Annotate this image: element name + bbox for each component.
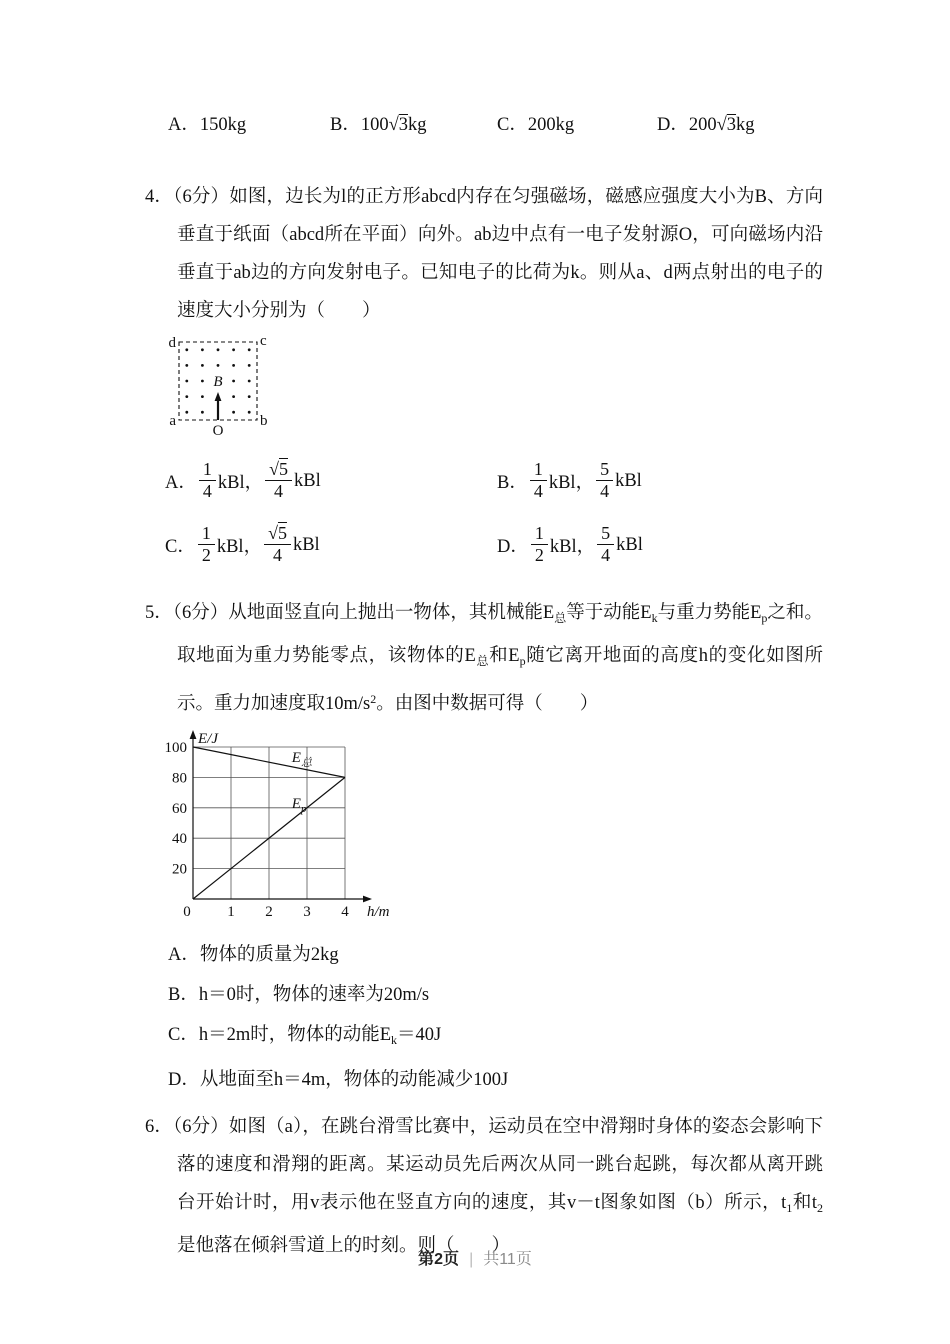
option-d bbox=[145, 1060, 823, 1100]
page-number: 第2页 bbox=[418, 1251, 460, 1268]
option-unit: kg bbox=[227, 115, 247, 135]
text-segment: 之和。取地面为重力势能零点，该物体的E bbox=[177, 603, 823, 666]
question-5-chart bbox=[145, 725, 823, 925]
option-label: B． bbox=[168, 985, 199, 1005]
sqrt-sign: √ bbox=[716, 115, 727, 135]
svg-text:60: 60 bbox=[172, 800, 187, 817]
superscript: 2 bbox=[370, 692, 377, 706]
option-unit: kg bbox=[555, 115, 575, 135]
option-value: 200 bbox=[527, 115, 556, 135]
question-score: （6分） bbox=[172, 603, 229, 623]
sqrt-radicand: 3 bbox=[398, 115, 408, 135]
q5-chart bbox=[145, 725, 395, 925]
text-segment: 和E bbox=[489, 646, 520, 666]
fraction-numerator: 1 bbox=[202, 459, 212, 480]
fraction-denominator: 4 bbox=[597, 544, 614, 565]
fraction bbox=[265, 459, 292, 500]
option-label: C． bbox=[165, 537, 196, 557]
text-segment: 。由图中数据可得（ ） bbox=[376, 694, 599, 714]
question-5-stem bbox=[145, 594, 823, 723]
option-label: D． bbox=[657, 115, 689, 135]
svg-text:80: 80 bbox=[172, 770, 187, 787]
corner-label-b: b bbox=[260, 413, 268, 429]
fraction bbox=[531, 523, 548, 564]
subscript: 总 bbox=[475, 654, 490, 668]
svg-text:h/m: h/m bbox=[367, 904, 390, 920]
option-mid: kBl， bbox=[216, 537, 263, 557]
option-d bbox=[657, 106, 755, 144]
question-text: 如图，边长为l的正方形abcd内存在匀强磁场，磁感应强度大小为B、方向垂直于纸面（abcd所在平面）向外。ab边中点有一电子发射源O，可向磁场内沿垂直于ab边的方向发射电子。已知电子的比荷为k。则从a、d两点射出的电子的速度大小分别为（ ） bbox=[177, 187, 823, 321]
svg-text:E/J: E/J bbox=[198, 731, 218, 747]
option-text: ＝40J bbox=[397, 1025, 442, 1045]
page-footer bbox=[0, 1246, 950, 1269]
option-c bbox=[145, 1015, 823, 1060]
options-row-2 bbox=[145, 518, 823, 572]
question-3-options bbox=[145, 106, 823, 144]
option-d bbox=[497, 524, 643, 565]
option-unit: kg bbox=[408, 115, 427, 135]
fraction bbox=[530, 459, 547, 500]
option-unit: kBl bbox=[615, 470, 642, 491]
option-label: A． bbox=[168, 945, 200, 965]
question-number: 4． bbox=[145, 187, 174, 207]
text-segment: 等于动能E bbox=[566, 603, 652, 623]
option-label: C． bbox=[168, 1025, 199, 1045]
fraction-denominator: 4 bbox=[530, 480, 547, 501]
fraction-numerator: 1 bbox=[201, 523, 211, 544]
option-a bbox=[168, 106, 330, 144]
option-unit: kBl bbox=[294, 470, 321, 491]
option-unit: kBl bbox=[292, 534, 320, 555]
fraction-numerator bbox=[265, 459, 292, 479]
option-label: A． bbox=[165, 473, 197, 493]
fraction-numerator: 5 bbox=[601, 523, 611, 544]
option-unit: kBl bbox=[616, 534, 643, 555]
option-unit: kg bbox=[736, 115, 755, 135]
svg-text:0: 0 bbox=[183, 904, 191, 920]
question-number: 5． bbox=[145, 603, 173, 623]
fraction-numerator: 1 bbox=[534, 523, 544, 544]
sqrt-sign: √ bbox=[268, 523, 278, 544]
option-mid: kBl， bbox=[217, 473, 264, 493]
option-value: 100 bbox=[360, 115, 389, 135]
subscript: 2 bbox=[817, 1201, 823, 1215]
option-text: 从地面至h＝4m，物体的动能减少100J bbox=[199, 1070, 509, 1090]
corner-label-d: d bbox=[168, 335, 176, 351]
question-4-options bbox=[145, 454, 823, 572]
option-mid: kBl， bbox=[548, 473, 595, 493]
svg-text:100: 100 bbox=[164, 740, 187, 756]
sqrt-radicand: 3 bbox=[726, 115, 737, 135]
svg-text:Ep: $E_p$ bbox=[291, 795, 307, 815]
question-score: （6分） bbox=[173, 187, 230, 207]
arrow-up-icon bbox=[215, 392, 222, 401]
sqrt-radicand: 5 bbox=[277, 523, 287, 544]
svg-text:20: 20 bbox=[172, 861, 187, 878]
corner-label-a: a bbox=[169, 413, 176, 429]
svg-text:E总: $E_总$ bbox=[291, 750, 312, 770]
option-label: C． bbox=[497, 115, 528, 135]
option-label: B． bbox=[330, 115, 361, 135]
option-b bbox=[330, 106, 497, 144]
fraction-denominator: 4 bbox=[264, 544, 291, 565]
subscript: k bbox=[651, 611, 658, 625]
page-content bbox=[145, 0, 823, 1265]
fraction-numerator: 5 bbox=[600, 459, 610, 480]
text-segment: 随它离开地面的高度h的变化如图所示。重力加速度取10m/s bbox=[177, 646, 823, 714]
text-segment: 与重力势能E bbox=[657, 603, 762, 623]
option-a bbox=[165, 460, 497, 501]
q4-figure-svg bbox=[165, 332, 285, 440]
fraction-denominator: 2 bbox=[531, 544, 548, 565]
sqrt-sign: √ bbox=[269, 459, 279, 480]
question-score: （6分） bbox=[172, 1117, 229, 1137]
fraction-denominator: 4 bbox=[596, 480, 613, 501]
option-b bbox=[497, 460, 642, 501]
option-value: 200 bbox=[688, 115, 717, 135]
fraction bbox=[264, 523, 291, 564]
option-c bbox=[165, 524, 497, 565]
question-4-figure bbox=[165, 332, 823, 440]
option-mid: kBl， bbox=[549, 537, 596, 557]
svg-text:2: 2 bbox=[265, 904, 273, 920]
question-number: 6． bbox=[145, 1117, 173, 1137]
subscript: k bbox=[391, 1033, 398, 1047]
svg-text:1: 1 bbox=[227, 904, 235, 920]
subscript: 总 bbox=[554, 611, 567, 625]
question-5-options bbox=[145, 935, 823, 1100]
option-a bbox=[145, 935, 823, 975]
subscript: p bbox=[761, 611, 768, 625]
fraction bbox=[199, 459, 216, 500]
page-total: 共11页 bbox=[483, 1251, 532, 1268]
source-label-O: O bbox=[212, 423, 224, 439]
fraction-denominator: 4 bbox=[199, 480, 216, 501]
subscript: 1 bbox=[786, 1201, 793, 1215]
option-b bbox=[145, 975, 823, 1015]
question-4-stem bbox=[145, 178, 823, 330]
text-segment: 是他落在倾斜雪道上的时刻。则（ ） bbox=[177, 1236, 511, 1256]
option-value: 150 bbox=[199, 115, 228, 135]
sqrt-radicand: 5 bbox=[279, 459, 288, 480]
option-c bbox=[497, 106, 657, 144]
fraction bbox=[596, 459, 613, 500]
fraction-numerator: 1 bbox=[533, 459, 543, 480]
svg-text:3: 3 bbox=[303, 904, 311, 920]
fraction-denominator: 4 bbox=[265, 480, 292, 501]
footer-separator-icon: | bbox=[469, 1251, 474, 1268]
options-row-1 bbox=[145, 454, 823, 508]
fraction-numerator bbox=[264, 523, 291, 543]
option-label: D． bbox=[168, 1070, 200, 1090]
option-label: A． bbox=[168, 115, 200, 135]
option-text: 物体的质量为2kg bbox=[199, 945, 339, 965]
option-text: h＝0时，物体的速率为20m/s bbox=[198, 985, 430, 1005]
option-label: D． bbox=[497, 537, 529, 557]
svg-text:40: 40 bbox=[172, 831, 187, 848]
text-segment: 如图（a），在跳台滑雪比赛中，运动员在空中滑翔时身体的姿态会影响下落的速度和滑翔的距离。某运动员先后两次从同一跳台起跳，每次都从离开跳台开始计时，用v表示他在竖直方向的速度，其v－t图象如图（b）所示，t bbox=[177, 1117, 823, 1213]
fraction-denominator: 2 bbox=[198, 544, 215, 565]
fraction bbox=[597, 523, 614, 564]
sqrt-sign: √ bbox=[388, 115, 399, 135]
question-6-stem bbox=[145, 1108, 823, 1265]
corner-label-c: c bbox=[260, 333, 267, 349]
option-text: h＝2m时，物体的动能E bbox=[198, 1025, 392, 1045]
option-label: B． bbox=[497, 473, 528, 493]
fraction bbox=[198, 523, 215, 564]
text-segment: 和t bbox=[792, 1193, 817, 1213]
text-segment: 从地面竖直向上抛出一物体，其机械能E bbox=[228, 603, 555, 623]
field-label-B: B bbox=[213, 374, 223, 390]
svg-text:4: 4 bbox=[341, 904, 349, 920]
subscript: p bbox=[519, 654, 526, 668]
